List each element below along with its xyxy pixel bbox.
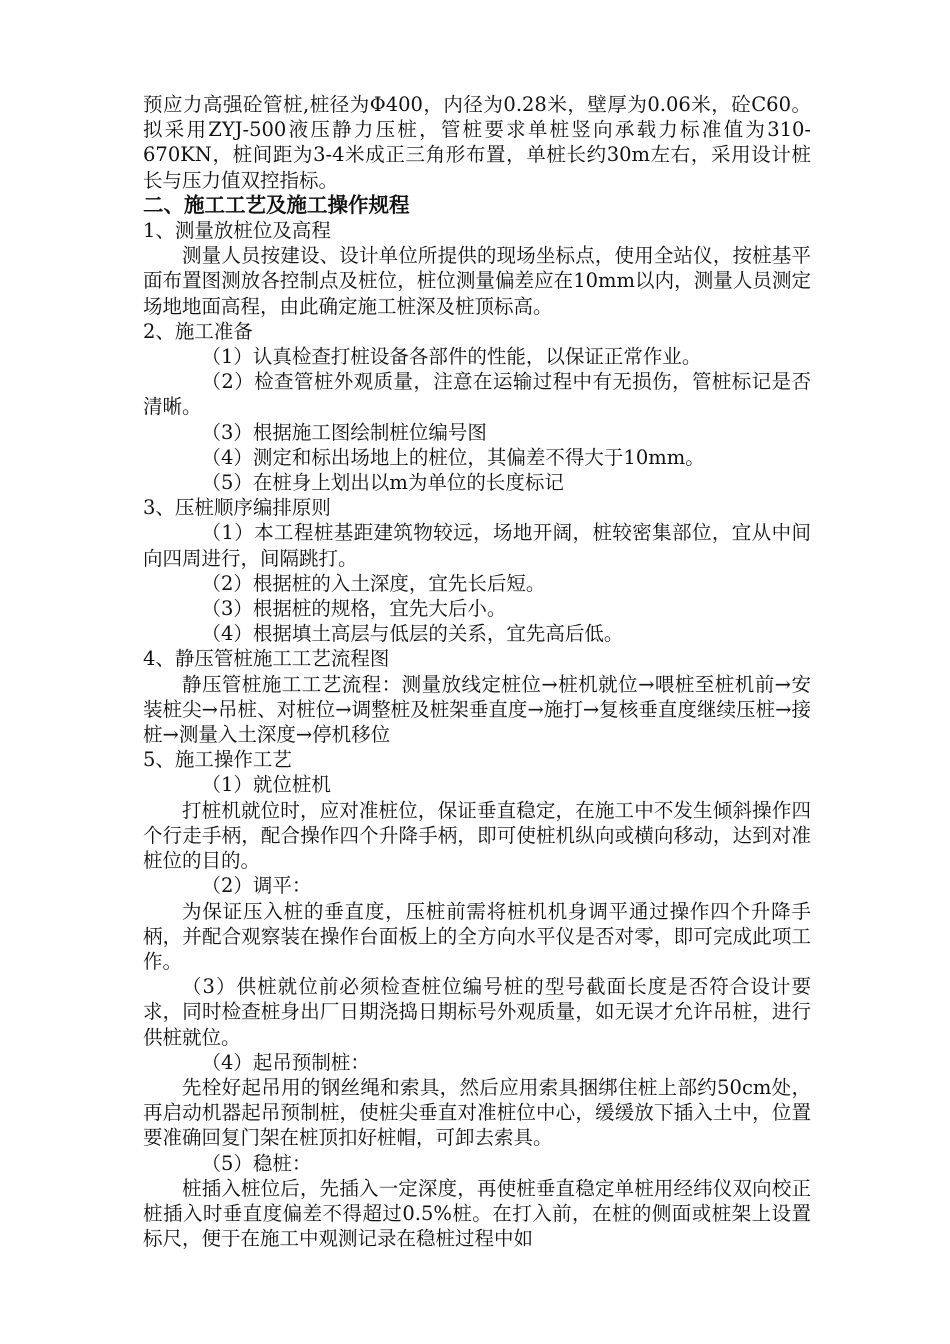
step-title-5: （5）稳桩： [201, 1151, 312, 1175]
step-body-1: 打桩机就位时，应对准桩位，保证垂直稳定，在施工中不发生倾斜操作四个行走手柄，配合操作四个升降手柄，即可使桩机纵向或横向移动，达到对准桩位的目的。 [143, 798, 811, 873]
step-body-4: 先栓好起吊用的钢丝绳和索具，然后应用索具捆绑住桩上部约50cm处，再启动机器起吊预制桩，使桩尖垂直对准桩位中心，缓缓放下插入土中，位置要准确回复门架在桩顶扣好桩帽，可卸去索具。 [143, 1075, 811, 1150]
subsection-title-4: 4、静压管桩施工工艺流程图 [143, 647, 390, 671]
list-item: （3）根据桩的规格，宜先大后小。 [201, 597, 507, 621]
list-item: （4）根据填土高层与低层的关系，宜先高后低。 [201, 622, 624, 646]
section-heading: 二、施工工艺及施工操作规程 [143, 192, 410, 217]
step-body-2: 为保证压入桩的垂直度，压桩前需将桩机机身调平通过操作四个升降手柄，并配合观察装在操作台面板上的全方向水平仪是否对零，即可完成此项工作。 [143, 899, 811, 973]
subsection-title-2: 2、施工准备 [143, 319, 253, 343]
subsection-title-5: 5、施工操作工艺 [143, 748, 292, 772]
step-title-4: （4）起吊预制桩： [201, 1050, 370, 1074]
subsection-body-4: 静压管桩施工工艺流程：测量放线定桩位→桩机就位→喂桩至桩机前→安装桩尖→吊桩、对桩位→调整桩及桩架垂直度→施打→复核垂直度继续压桩→接桩→测量入土深度→停机移位 [143, 672, 811, 747]
step-title-2: （2）调平： [201, 874, 312, 898]
intro-paragraph: 预应力高强砼管桩,桩径为Φ400，内径为0.28米，壁厚为0.06米，砼C60。拟采用ZYJ-500液压静力压桩，管桩要求单桩竖向承载力标准值为310-670KN，桩间距为3-4米成正三角形布置，单桩长约30m左右，采用设计桩长与压力值双控指标。 [143, 93, 811, 192]
subsection-title-1: 1、测量放桩位及高程 [143, 219, 331, 243]
list-item: （4）测定和标出场地上的桩位，其偏差不得大于10mm。 [201, 445, 705, 469]
subsection-title-3: 3、压桩顺序编排原则 [143, 496, 331, 520]
step-body-3: （3）供桩就位前必须检查桩位编号桩的型号截面长度是否符合设计要求，同时检查桩身出厂日期浇捣日期标号外观质量，如无误才允许吊桩，进行供桩就位。 [143, 975, 811, 1049]
list-item: （1）认真检查打桩设备各部件的性能，以保证正常作业。 [201, 345, 702, 369]
list-item: （5）在桩身上划出以m为单位的长度标记 [201, 471, 564, 495]
step-title-1: （1）就位桩机 [201, 773, 331, 797]
list-item: （1）本工程桩基距建筑物较远，场地开阔，桩较密集部位，宜从中间向四周进行，间隔跳打。 [143, 521, 811, 570]
list-item: （3）根据施工图绘制桩位编号图 [201, 420, 487, 444]
subsection-body-1: 测量人员按建设、设计单位所提供的现场坐标点，使用全站仪，按桩基平面布置图测放各控制点及桩位，桩位测量偏差应在10mm以内，测量人员测定场地地面高程，由此确定施工桩深及桩顶标高。 [143, 244, 811, 318]
list-item: （2）根据桩的入土深度，宜先长后短。 [201, 571, 546, 595]
document-page [143, 92, 811, 1251]
list-item: （2）检查管桩外观质量，注意在运输过程中有无损伤，管桩标记是否清晰。 [143, 370, 811, 419]
step-body-5: 桩插入桩位后，先插入一定深度，再使桩垂直稳定单桩用经纬仪双向校正桩插入时垂直度偏差不得超过0.5%桩。在打入前，在桩的侧面或桩架上设置标尺，便于在施工中观测记录在稳桩过程中如 [143, 1176, 811, 1251]
